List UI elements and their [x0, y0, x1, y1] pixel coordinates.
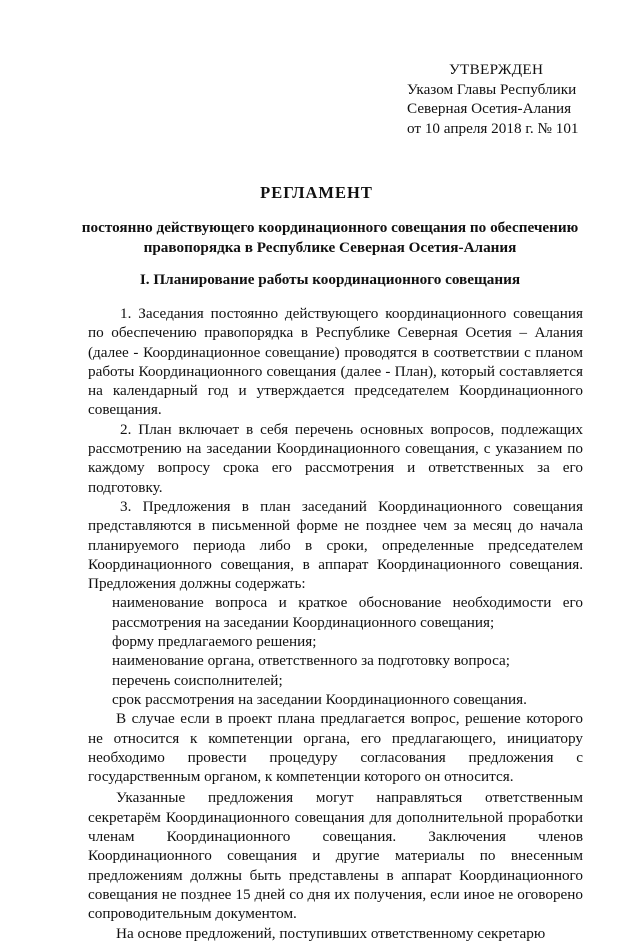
paragraph-3: 3. Предложения в план заседаний Координационного совещания представляются в письменной форме не позднее чем за месяц до начала планируемого периода либо в сроки, определенные председателем Координационного совещания, в аппарат Координационного совещания. Предложения должны содержать:: [88, 497, 583, 593]
list-item-1: наименование вопроса и краткое обоснование необходимости его рассмотрения на заседании Координационного совещания;: [112, 594, 583, 631]
approval-line-3: от 10 апреля 2018 г. № 101: [407, 119, 579, 137]
list-item-5: срок рассмотрения на заседании Координационного совещания.: [112, 690, 527, 708]
paragraph-5: Указанные предложения могут направляться ответственным секретарём Координационного совещания для дополнительной проработки членам Координационного совещания. Заключения членов Координационного совещания и другие материалы по внесенным предложениям должны быть представлены в аппарат Координационного совещания не позднее 15 дней со дня их получения, если иное не оговорено сопроводительным документом.: [88, 789, 583, 923]
approval-line-2: Северная Осетия-Алания: [407, 100, 572, 117]
document-subtitle: постоянно действующего координационного совещания по обеспечению правопорядка в Республике Северная Осетия-Алания: [81, 219, 579, 256]
approval-stamp: [407, 60, 622, 138]
paragraph-6: На основе предложений, поступивших ответственному секретарю: [116, 924, 546, 942]
approval-heading: УТВЕРЖДЕН: [449, 61, 544, 78]
list-item-3: наименование органа, ответственного за подготовку вопроса;: [112, 652, 510, 670]
paragraph-4: В случае если в проект плана предлагается вопрос, решение которого не относится к компетенции органа, его предлагающего, инициатору необходимо провести процедуру согласования предложения с государственным органом, к компетенции которого он относится.: [88, 710, 583, 786]
paragraph-2: 2. План включает в себя перечень основных вопросов, подлежащих рассмотрению на заседании Координационного совещания, с указанием по каждому вопросу срока его рассмотрения и ответственных за его подготовку.: [88, 420, 583, 496]
document-title: РЕГЛАМЕНТ: [260, 183, 373, 202]
section-heading: I. Планирование работы координационного совещания: [139, 271, 521, 288]
paragraph-1: 1. Заседания постоянно действующего координационного совещания по обеспечению правопорядка в Республике Северная Осетия – Алания (далее - Координационное совещание) проводятся в соответствии с планом работы Координационного совещания (далее - План), который составляется на календарный год и утверждается председателем Координационного совещания.: [88, 305, 583, 419]
document-body: [88, 304, 583, 943]
list-item-2: форму предлагаемого решения;: [112, 633, 317, 651]
list-item-4: перечень соисполнителей;: [112, 671, 283, 689]
approval-line-1: Указом Главы Республики: [407, 80, 577, 98]
